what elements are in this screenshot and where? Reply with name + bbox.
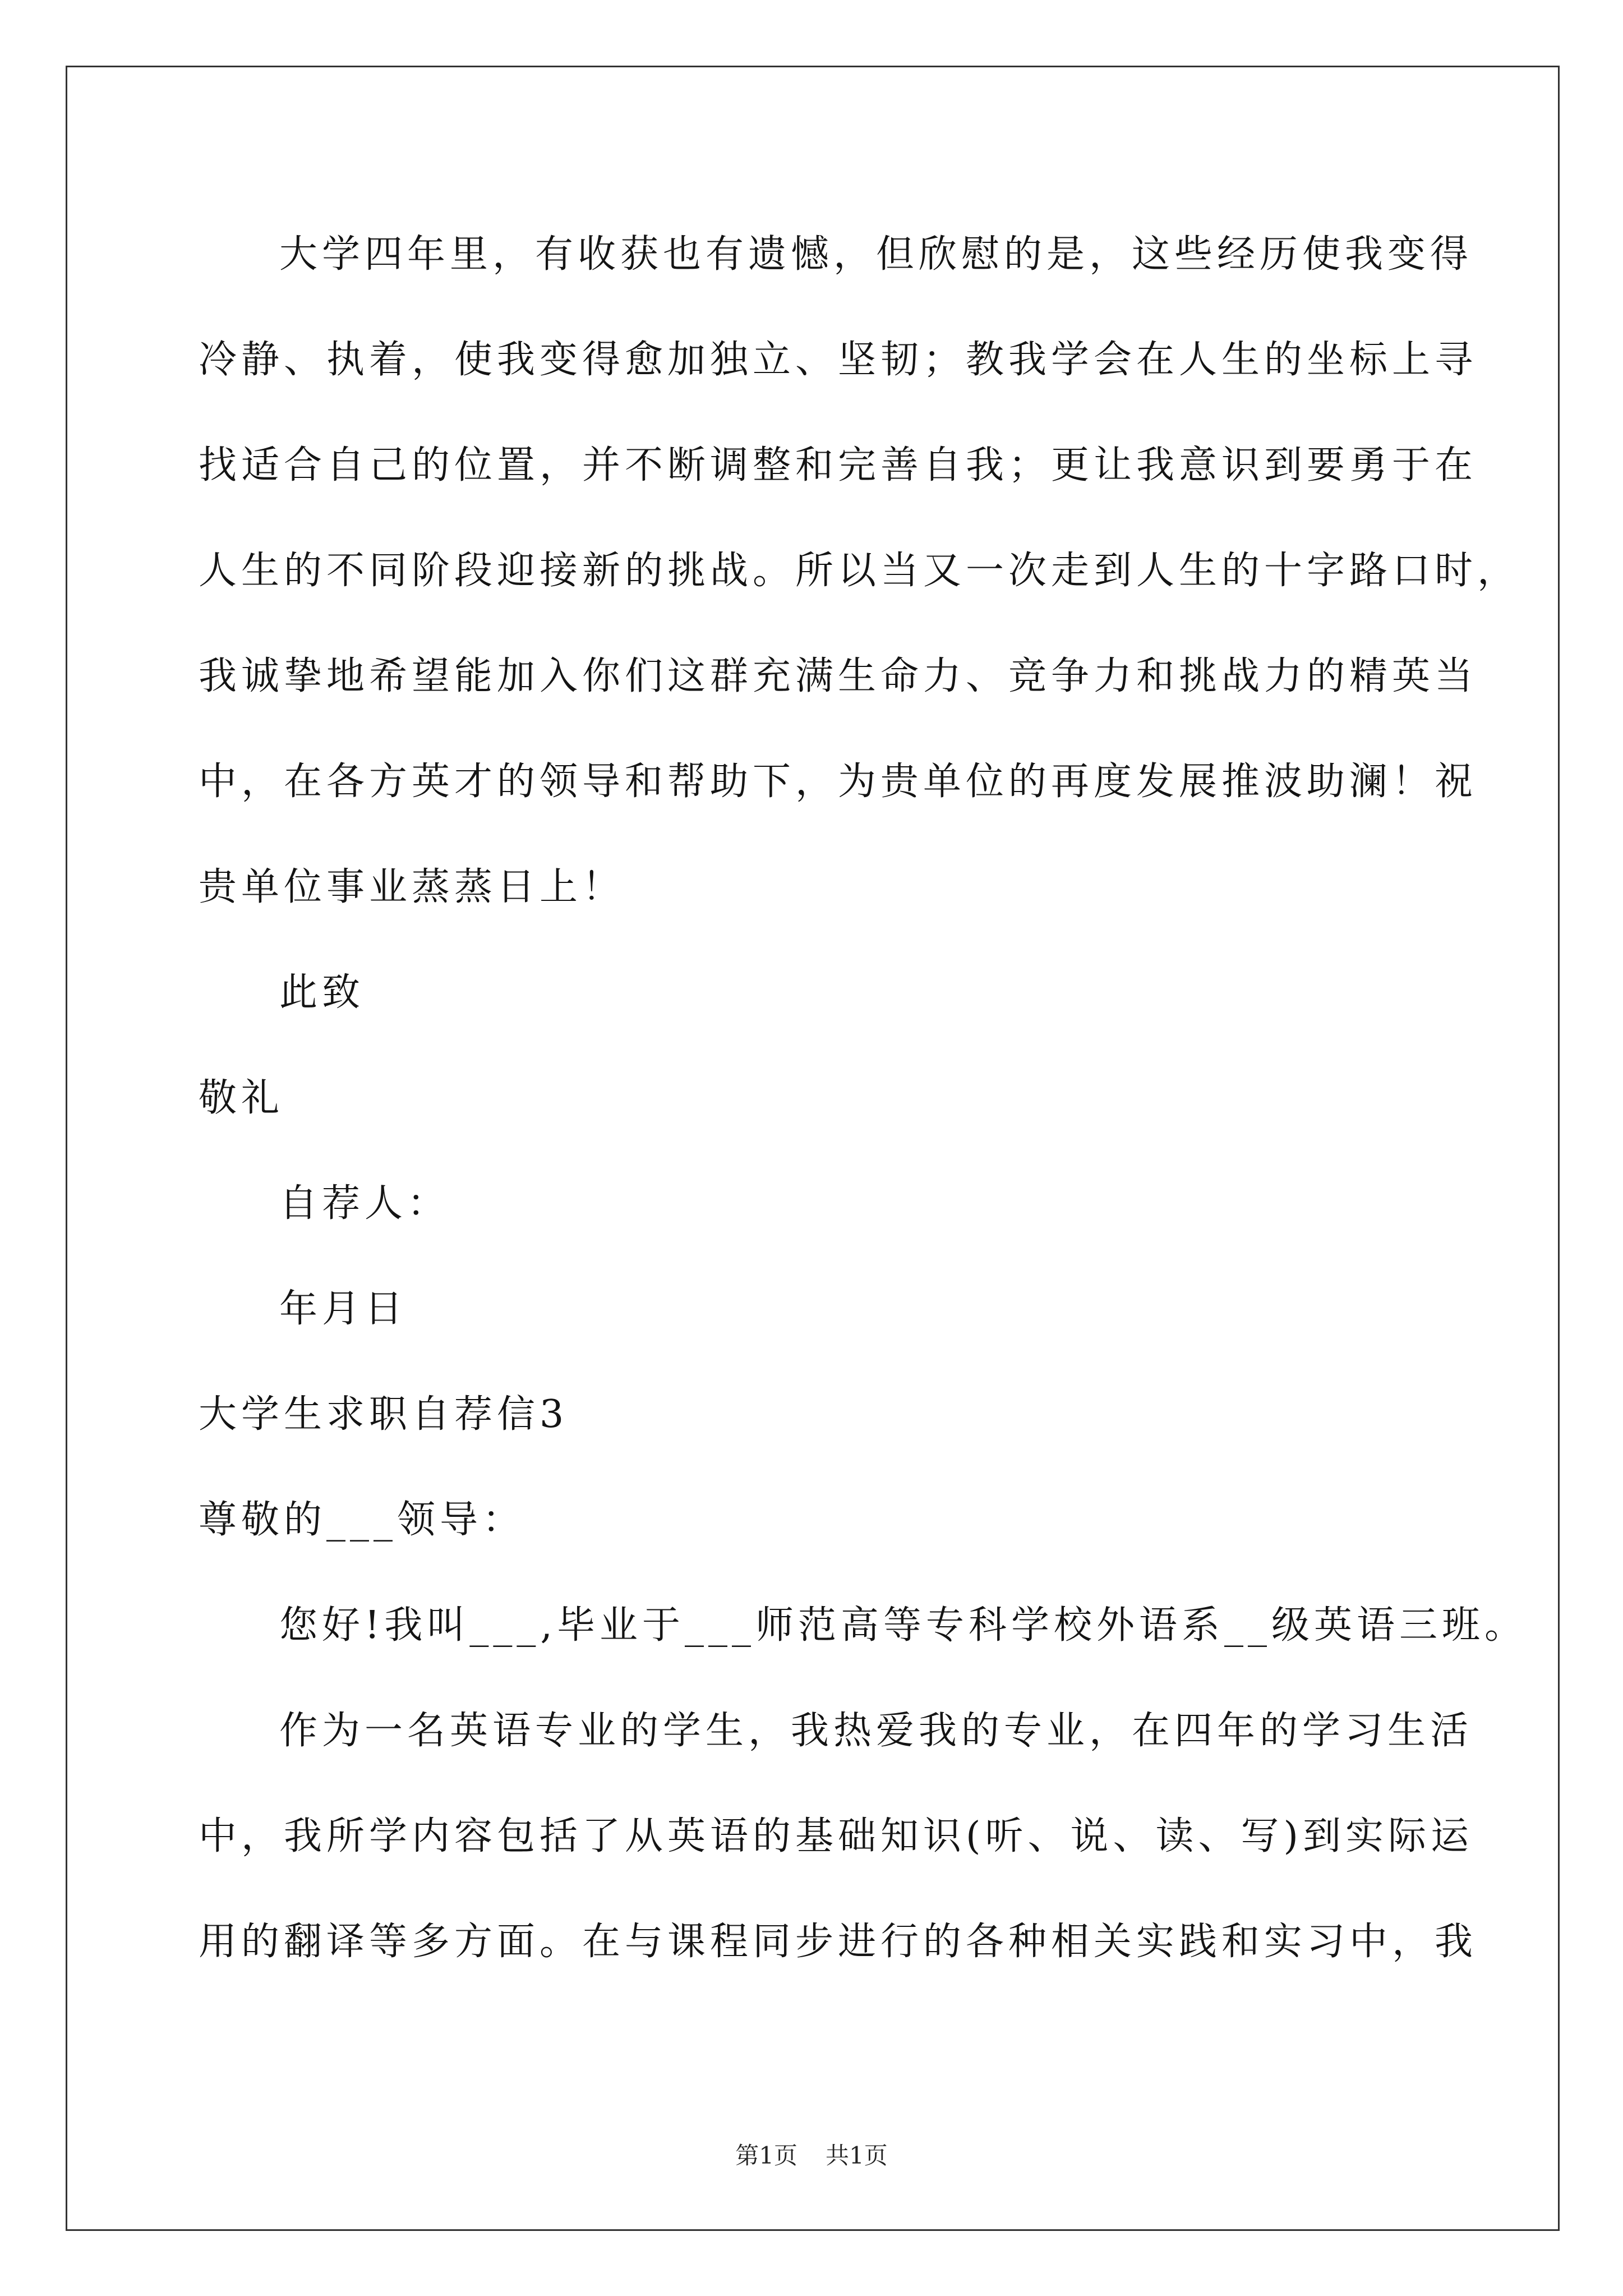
letter-greeting: 尊敬的___领导： bbox=[199, 1498, 525, 1542]
paragraph-line: 找适合自己的位置，并不断调整和完善自我；更让我意识到要勇于在 bbox=[199, 443, 1478, 487]
page-footer bbox=[0, 2137, 1623, 2171]
document-body bbox=[199, 202, 1527, 1995]
paragraph-line: 大学四年里，有收获也有遗憾，但欣慰的是，这些经历使我变得 bbox=[279, 232, 1473, 277]
paragraph-line: 人生的不同阶段迎接新的挑战。所以当又一次走到人生的十字路口时， bbox=[199, 549, 1520, 593]
paragraph-line: 我诚挚地希望能加入你们这群充满生命力、竞争力和挑战力的精英当 bbox=[199, 654, 1478, 698]
signer-label: 自荐人： bbox=[279, 1181, 450, 1226]
paragraph-line: 用的翻译等多方面。在与课程同步进行的各种相关实践和实习中，我 bbox=[199, 1920, 1478, 1964]
paragraph-line: 贵单位事业蒸蒸日上！ bbox=[199, 865, 625, 909]
closing-salutation: 此致 bbox=[279, 970, 365, 1015]
page-total: 共1页 bbox=[826, 2142, 888, 2169]
paragraph-line: 中，我所学内容包括了从英语的基础知识(听、说、读、写)到实际运 bbox=[199, 1814, 1474, 1858]
closing-regards: 敬礼 bbox=[199, 1076, 284, 1120]
paragraph-line: 冷静、执着，使我变得愈加独立、坚韧；教我学会在人生的坐标上寻 bbox=[199, 338, 1478, 382]
page-number: 第1页 bbox=[735, 2142, 797, 2169]
date-label: 年月日 bbox=[279, 1287, 408, 1331]
paragraph-line: 中，在各方英才的领导和帮助下，为贵单位的再度发展推波助澜！祝 bbox=[199, 760, 1478, 804]
paragraph-line: 作为一名英语专业的学生，我热爱我的专业，在四年的学习生活 bbox=[279, 1709, 1473, 1753]
letter-intro: 您好!我叫___,毕业于___师范高等专科学校外语系__级英语三班。 bbox=[279, 1603, 1527, 1648]
letter-title: 大学生求职自荐信3 bbox=[199, 1392, 569, 1437]
